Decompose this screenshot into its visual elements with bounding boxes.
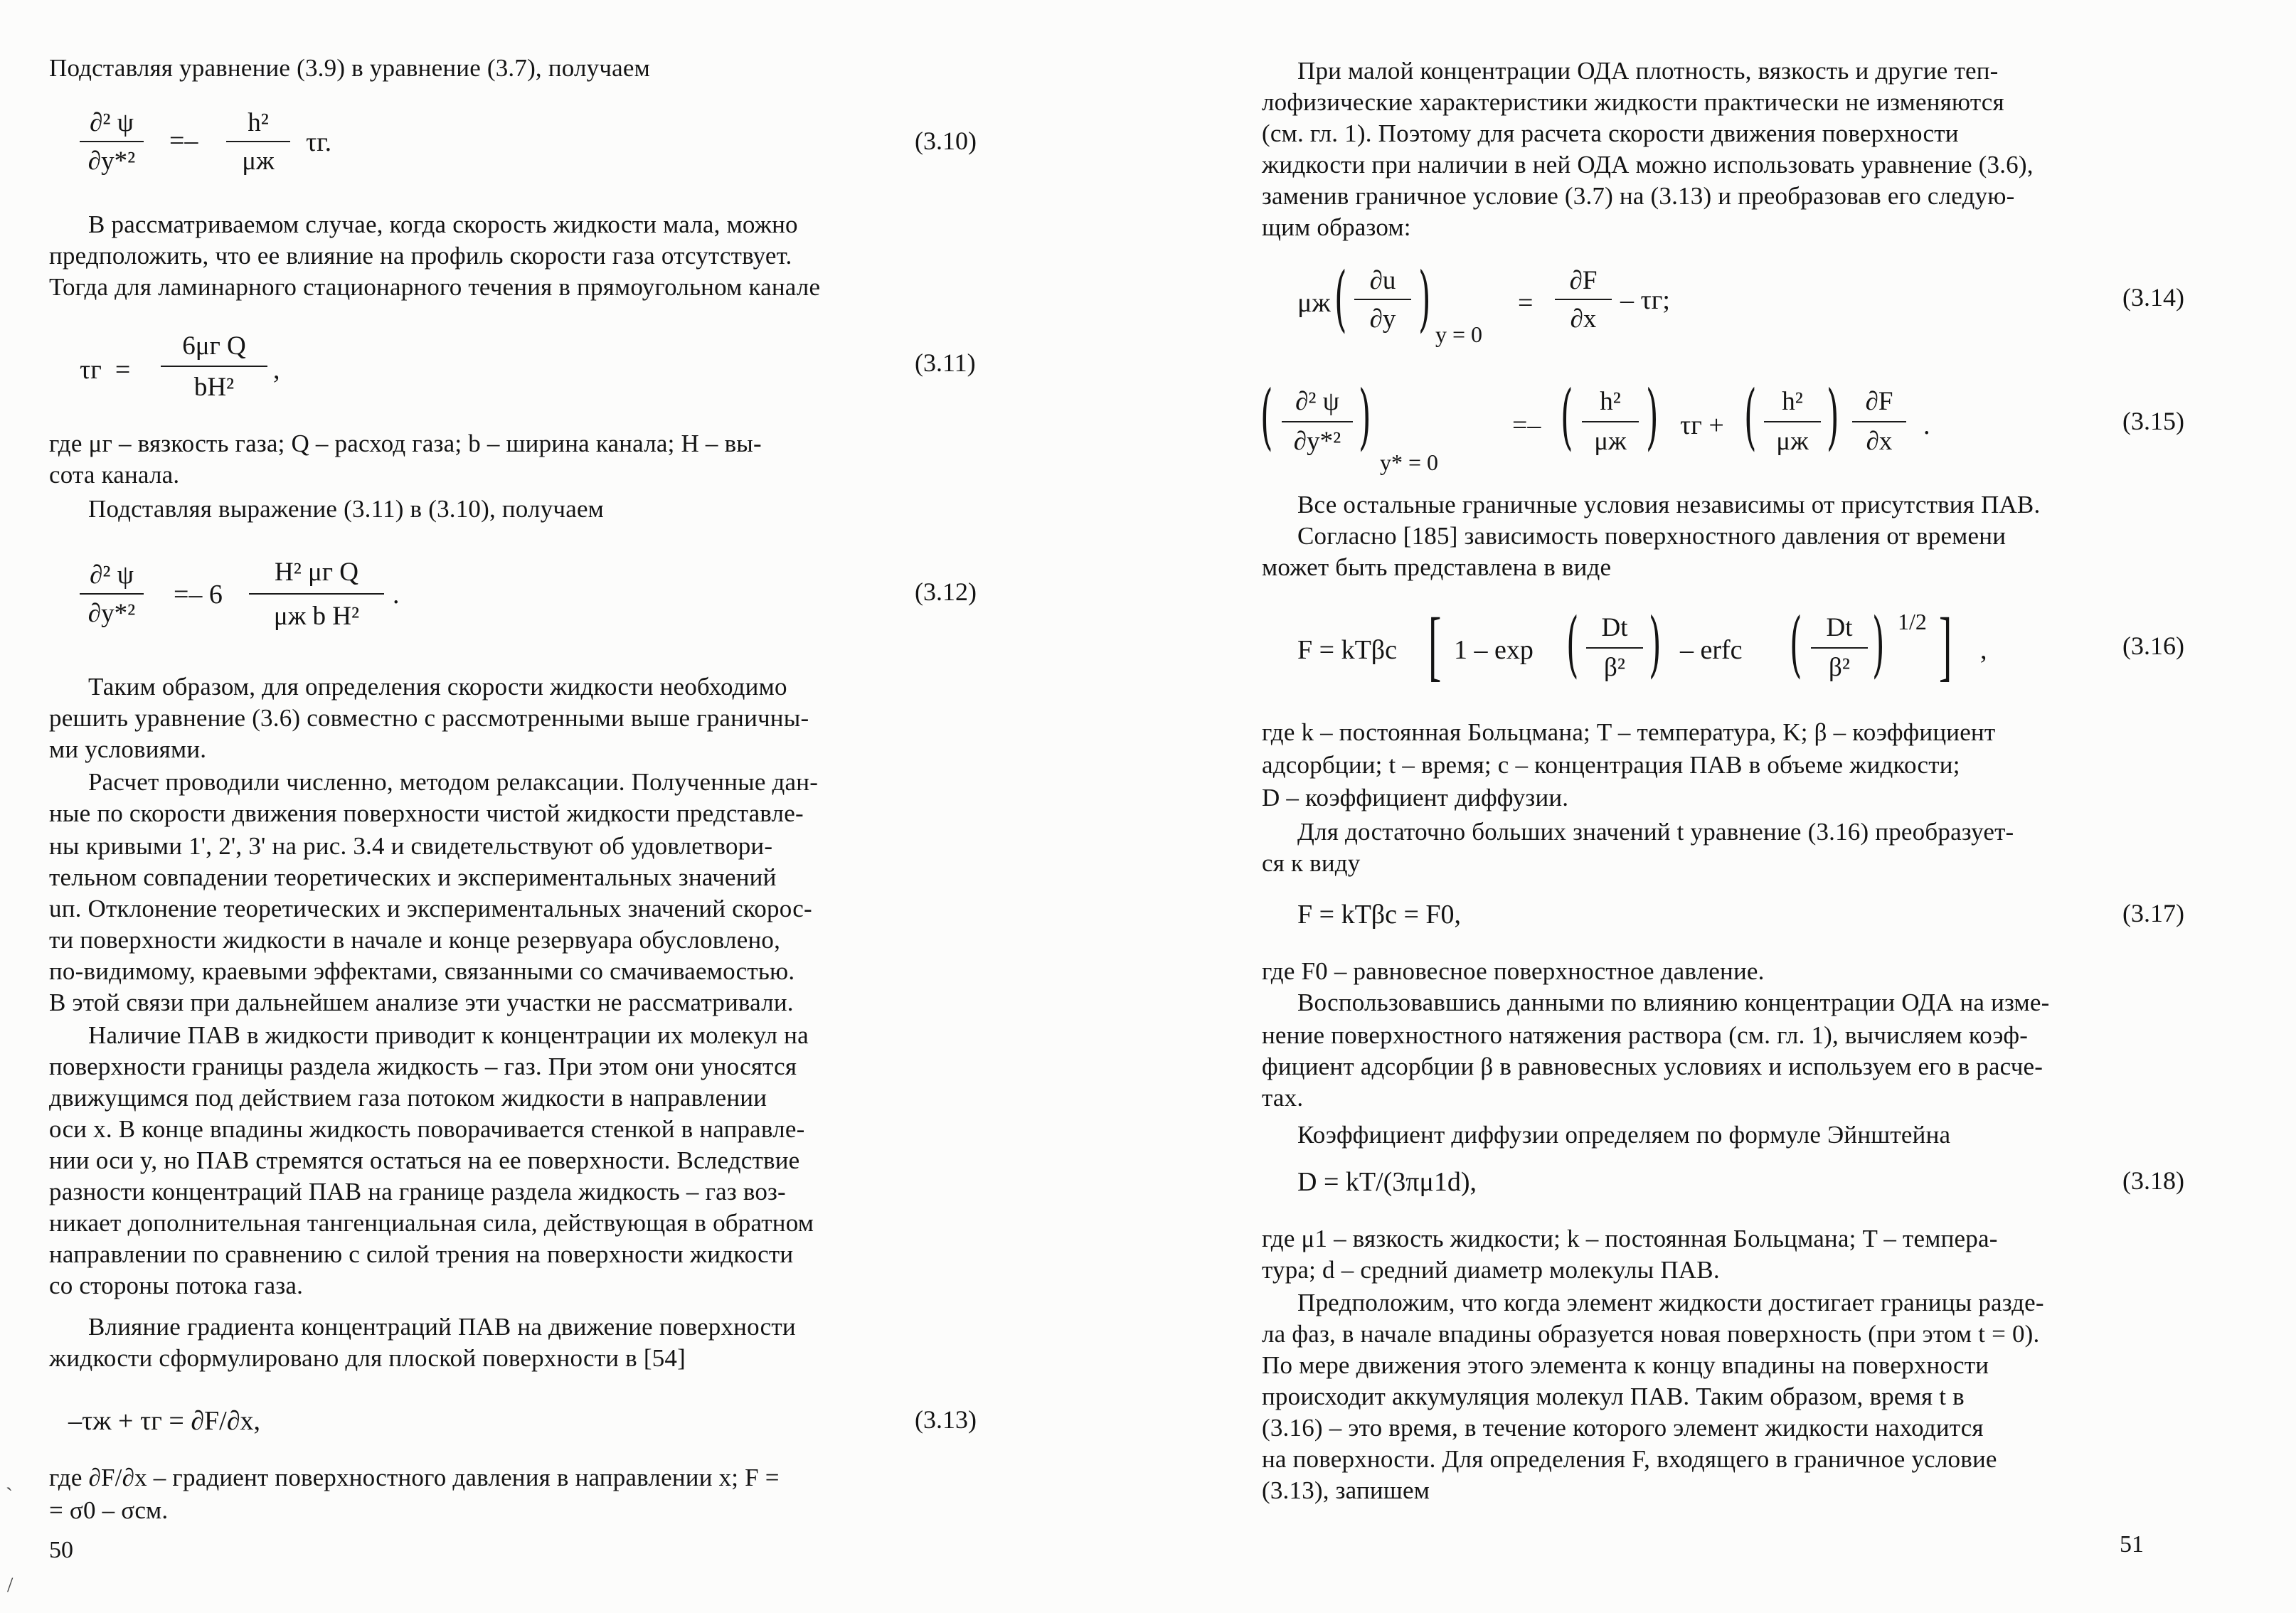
bracket-right: ]: [1939, 602, 1952, 688]
eq-denominator: ∂x: [1570, 304, 1597, 334]
text-line: ла фаз, в начале впадины образуется новая поверхность (при этом t = 0).: [1262, 1320, 2040, 1348]
text-line: Наличие ПАВ в жидкости приводит к концентрации их молекул на: [88, 1021, 809, 1049]
eq-numerator: ∂² ψ: [90, 560, 134, 590]
text-line: движущимся под действием газа потоком жидкости в направлении: [49, 1084, 767, 1112]
eq-subscript: y* = 0: [1380, 449, 1439, 475]
eq-tail: ,: [273, 355, 280, 385]
equation-number: (3.13): [915, 1405, 977, 1434]
eq-tail: .: [1923, 410, 1930, 440]
text-line: нение поверхностного натяжения раствора (см. гл. 1), вычисляем коэф-: [1262, 1021, 2029, 1049]
text-line: где μ1 – вязкость жидкости; k – постоянная Больцмана; T – темпера-: [1262, 1225, 1998, 1252]
eq-subscript: y = 0: [1435, 321, 1483, 347]
fraction-bar: [1354, 299, 1411, 300]
equation-number: (3.18): [2122, 1166, 2184, 1195]
text-line: uп. Отклонение теоретических и экспериментальных значений скорос-: [49, 895, 812, 922]
paren-left: (: [1744, 375, 1757, 458]
text-line: щим образом:: [1262, 213, 1411, 241]
text-line: Предположим, что когда элемент жидкости достигает границы разде-: [1297, 1289, 2044, 1316]
paren-left: (: [1561, 375, 1573, 458]
text-line: D – коэффициент диффузии.: [1262, 784, 1569, 811]
right-page: [1148, 0, 2296, 1613]
equation-number: (3.10): [915, 127, 977, 155]
equation-number: (3.15): [2122, 407, 2184, 435]
text-line: (см. гл. 1). Поэтому для расчета скорости движения поверхности: [1262, 119, 1959, 147]
eq-denominator: μж: [1594, 427, 1627, 456]
equation-number: (3.12): [915, 577, 977, 606]
paren-right: ): [1872, 602, 1885, 686]
page-number: 50: [49, 1537, 73, 1563]
eq-numerator: 6μг Q: [182, 331, 246, 361]
eq-denominator: ∂y*²: [87, 599, 136, 628]
text-line: фициент адсорбции β в равновесных условиях и используем его в расче-: [1262, 1053, 2043, 1080]
eq-term: – erfc: [1680, 635, 1743, 665]
paren-left: (: [1334, 257, 1347, 340]
eq-denominator: μж b H²: [273, 602, 360, 631]
text-line: По мере движения этого элемента к концу впадины на поверхности: [1262, 1351, 1989, 1379]
paren-right: ): [1646, 375, 1659, 458]
scan-mark: `: [6, 1484, 13, 1507]
eq-numerator: h²: [1600, 387, 1621, 416]
eq-term: 1 – exp: [1454, 635, 1534, 665]
text-line: ся к виду: [1262, 849, 1361, 877]
fraction-bar: [161, 366, 267, 367]
text-line: ти поверхности жидкости в начале и конце резервуара обусловлено,: [49, 926, 781, 954]
text-line: Воспользовавшись данными по влиянию концентрации ОДА на изме-: [1297, 989, 2050, 1016]
fraction-bar: [1811, 647, 1868, 649]
text-line: по-видимому, краевыми эффектами, связанными со смачиваемостью.: [49, 957, 795, 985]
eq-denominator: bH²: [193, 373, 235, 402]
equation-number: (3.17): [2122, 899, 2184, 927]
paren-right: ): [1418, 257, 1431, 340]
text-line: При малой концентрации ОДА плотность, вязкость и другие теп-: [1297, 57, 1999, 85]
text-line: Таким образом, для определения скорости жидкости необходимо: [88, 673, 787, 701]
fraction-bar: [1282, 421, 1353, 422]
eq-tail: τг.: [306, 127, 332, 157]
text-line: направлении по сравнению с силой трения на поверхности жидкости: [49, 1240, 794, 1268]
paren-left: (: [1566, 602, 1579, 686]
text-line: где F0 – равновесное поверхностное давление.: [1262, 957, 1765, 985]
fraction-bar: [1852, 421, 1906, 422]
fraction-bar: [80, 593, 144, 595]
text-line: заменив граничное условие (3.7) на (3.13) и преобразовав его следую-: [1262, 182, 2015, 210]
paren-left: (: [1790, 602, 1802, 686]
text-line: нии оси y, но ПАВ стремятся остаться на ее поверхности. Вследствие: [49, 1146, 800, 1174]
text-line: адсорбции; t – время; c – концентрация ПАВ в объеме жидкости;: [1262, 751, 1960, 779]
text-line: Подставляя выражение (3.11) в (3.10), получаем: [88, 495, 605, 523]
paren-right: ): [1827, 375, 1839, 458]
eq-numerator: Dt: [1826, 613, 1853, 642]
text-line: В рассматриваемом случае, когда скорость жидкости мала, можно: [88, 211, 798, 238]
fraction-bar: [249, 593, 384, 595]
text-line: тах.: [1262, 1084, 1304, 1112]
eq-numerator: Dt: [1601, 613, 1628, 642]
text-line: со стороны потока газа.: [49, 1272, 304, 1299]
eq-numerator: ∂F: [1569, 266, 1598, 295]
fraction-bar: [1586, 647, 1643, 649]
paren-left: (: [1260, 375, 1273, 458]
eq-denominator: β²: [1829, 653, 1850, 682]
eq-denominator: ∂y: [1369, 304, 1396, 334]
eq-body: D = kT/(3πμ1d),: [1297, 1167, 1477, 1197]
equation-number: (3.11): [915, 348, 976, 377]
eq-exponent: 1/2: [1898, 609, 1927, 634]
page-number: 51: [2120, 1531, 2144, 1558]
eq-tail: – τг;: [1620, 285, 1670, 315]
text-line: тура; d – средний диаметр молекулы ПАВ.: [1262, 1256, 1720, 1284]
bracket-left: [: [1428, 602, 1442, 688]
text-line: ные по скорости движения поверхности чистой жидкости представле-: [49, 799, 804, 827]
text-line: Расчет проводили численно, методом релаксации. Полученные дан-: [88, 768, 819, 796]
eq-operator: =: [1518, 288, 1534, 318]
fraction-bar: [226, 141, 290, 142]
fraction-bar: [80, 141, 144, 142]
text-line: предположить, что ее влияние на профиль скорости газа отсутствует.: [49, 242, 792, 270]
eq-operator: =–: [169, 126, 198, 156]
eq-operator: τг +: [1680, 410, 1724, 440]
eq-denominator: ∂x: [1866, 427, 1893, 456]
text-line: происходит аккумуляция молекул ПАВ. Таким образом, время t в: [1262, 1383, 1965, 1410]
text-line: В этой связи при дальнейшем анализе эти участки не рассматривали.: [49, 989, 794, 1016]
text-line: Все остальные граничные условия независимы от присутствия ПАВ.: [1297, 491, 2041, 518]
eq-numerator: H² μг Q: [274, 558, 359, 587]
text-line: жидкости при наличии в ней ОДА можно использовать уравнение (3.6),: [1262, 151, 2034, 179]
text-line: где k – постоянная Больцмана; T – температура, K; β – коэффициент: [1262, 718, 1996, 746]
fraction-bar: [1764, 421, 1821, 422]
eq-denominator: μж: [1776, 427, 1809, 456]
scan-mark: /: [7, 1573, 14, 1597]
text-line: решить уравнение (3.6) совместно с рассмотренными выше граничны-: [49, 704, 809, 732]
paren-right: ): [1359, 375, 1371, 458]
eq-denominator: ∂y*²: [87, 147, 136, 176]
eq-operator: =–: [1512, 410, 1541, 440]
text-line: никает дополнительная тангенциальная сила, действующая в обратном: [49, 1209, 814, 1237]
text-line: = σ0 – σсм.: [49, 1496, 169, 1524]
eq-numerator: h²: [1782, 387, 1803, 416]
equation-number: (3.16): [2122, 632, 2184, 660]
fraction-bar: [1555, 299, 1612, 300]
eq-lhs: τг =: [80, 355, 131, 385]
eq-body: F = kTβc = F0,: [1297, 900, 1462, 930]
eq-numerator: ∂F: [1865, 387, 1893, 416]
text-line: тельном совпадении теоретических и экспериментальных значений: [49, 863, 777, 891]
eq-lhs: μж: [1297, 288, 1331, 318]
eq-denominator: μж: [242, 147, 275, 176]
text-line: ны кривыми 1', 2', 3' на рис. 3.4 и свидетельствуют об удовлетвори-: [49, 832, 773, 860]
text-line: (3.16) – это время, в течение которого элемент жидкости находится: [1262, 1414, 1984, 1442]
eq-tail: ,: [1980, 635, 1987, 665]
eq-denominator: ∂y*²: [1293, 427, 1341, 456]
eq-operator: =– 6: [174, 580, 223, 609]
eq-denominator: β²: [1604, 653, 1625, 682]
eq-numerator: h²: [248, 108, 269, 137]
eq-lhs: F = kTβc: [1297, 635, 1397, 665]
text-line: Тогда для ламинарного стационарного течения в прямоугольном канале: [49, 273, 821, 301]
text-line: (3.13), запишем: [1262, 1476, 1430, 1504]
text-line: Для достаточно больших значений t уравнение (3.16) преобразует-: [1297, 818, 2014, 846]
text-line: Подставляя уравнение (3.9) в уравнение (3.7), получаем: [49, 54, 650, 82]
text-line: Влияние градиента концентраций ПАВ на движение поверхности: [88, 1313, 796, 1341]
paren-right: ): [1649, 602, 1662, 686]
fraction-bar: [1582, 421, 1639, 422]
eq-body: –τж + τг = ∂F/∂x,: [68, 1406, 260, 1436]
text-line: Согласно [185] зависимость поверхностного давления от времени: [1297, 522, 2007, 550]
text-line: сота канала.: [49, 461, 180, 489]
eq-numerator: ∂u: [1369, 266, 1396, 295]
text-line: где μг – вязкость газа; Q – расход газа; b – ширина канала; H – вы-: [49, 430, 762, 457]
text-line: ми условиями.: [49, 735, 207, 763]
text-line: лофизические характеристики жидкости практически не изменяются: [1262, 88, 2004, 116]
eq-tail: .: [393, 580, 400, 609]
text-line: может быть представлена в виде: [1262, 553, 1612, 581]
text-line: где ∂F/∂x – градиент поверхностного давления в направлении x; F =: [49, 1464, 780, 1491]
eq-numerator: ∂² ψ: [90, 108, 134, 137]
eq-numerator: ∂² ψ: [1295, 387, 1339, 416]
text-line: оси x. В конце впадины жидкость поворачивается стенкой в направле-: [49, 1115, 805, 1143]
text-line: разности концентраций ПАВ на границе раздела жидкость – газ воз-: [49, 1178, 786, 1205]
equation-number: (3.14): [2122, 283, 2184, 312]
text-line: на поверхности. Для определения F, входящего в граничное условие: [1262, 1445, 1997, 1473]
text-line: жидкости сформулировано для плоской поверхности в [54]: [49, 1344, 686, 1372]
text-line: поверхности границы раздела жидкость – газ. При этом они уносятся: [49, 1053, 797, 1080]
text-line: Коэффициент диффузии определяем по формуле Эйнштейна: [1297, 1121, 1951, 1149]
